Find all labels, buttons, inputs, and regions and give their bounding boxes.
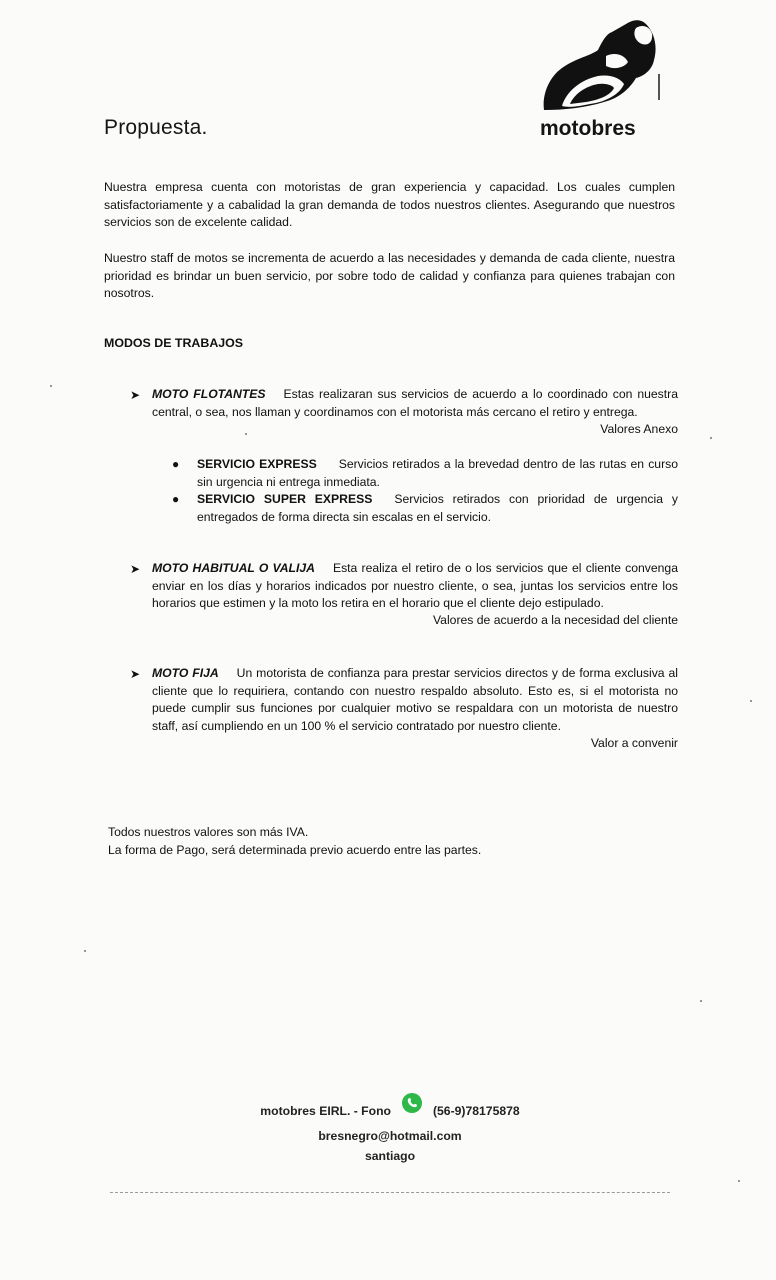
- service-description: Servicios retirados a la brevedad dentro de las rutas en curso sin urgencia ni entrega inmediata.: [197, 457, 678, 489]
- mode-price: Valor a convenir: [590, 736, 678, 750]
- arrow-bullet-icon: ➤: [130, 562, 141, 576]
- scan-speck: [738, 1180, 740, 1182]
- service-description: Servicios retirados con prioridad de urgencia y entregados de forma directa sin escalas en el servicio.: [197, 492, 678, 524]
- section-heading: MODOS DE TRABAJOS: [104, 336, 244, 350]
- scan-speck: [710, 437, 712, 439]
- contact-footer: [200, 1098, 580, 1166]
- bullet-icon: ●: [172, 457, 180, 471]
- scan-speck: [750, 700, 752, 702]
- phone-number: (56-9)78175878: [432, 1104, 520, 1119]
- scan-speck: [50, 385, 52, 387]
- city: santiago: [364, 1149, 416, 1163]
- mode-description: Un motorista de confianza para prestar servicios directos y de forma exclusiva al cliente que lo requiriera, contando con nuestro respaldo absoluto. Esto es, si el motorista no puede cumplir sus funciones por cualquier motivo se respaldara con un motorista de nuestro staff, así cumpliendo en un 100 % el servicio contratado por nuestro cliente.: [152, 666, 678, 733]
- notes-block: [108, 823, 481, 859]
- work-mode-item: [130, 560, 678, 627]
- company-name: motobres EIRL. - Fono: [260, 1104, 391, 1119]
- page-title: Propuesta.: [104, 116, 208, 139]
- bullet-icon: ●: [172, 492, 180, 506]
- mode-title: MOTO FIJA: [152, 666, 219, 680]
- brand-name: motobres: [540, 117, 636, 140]
- service-title: SERVICIO SUPER EXPRESS: [197, 492, 373, 506]
- mode-description: Estas realizaran sus servicios de acuerdo a lo coordinado con nuestra central, o sea, nos llaman y coordinamos con el motorista más cercano el retiro y entrega.: [152, 387, 678, 419]
- scan-speck: [700, 1000, 702, 1002]
- service-title: SERVICIO EXPRESS: [197, 457, 317, 471]
- scan-speck: [245, 433, 247, 435]
- work-mode-item: [130, 386, 678, 436]
- service-item: [172, 491, 678, 526]
- intro-paragraph: Nuestro staff de motos se incrementa de acuerdo a las necesidades y demanda de cada cliente, nuestra prioridad es brindar un buen servicio, por sobre todo de calidad y confianza para quienes trabajan con nosotros.: [104, 251, 675, 300]
- intro-paragraph: Nuestra empresa cuenta con motoristas de gran experiencia y capacidad. Los cuales cumplen satisfactoriamente y a cabalidad la gran demanda de todos nuestros clientes. Asegurando que nuestros servicios son de excelente calidad.: [104, 180, 675, 229]
- arrow-bullet-icon: ➤: [130, 667, 141, 681]
- mode-title: MOTO FLOTANTES: [152, 387, 266, 401]
- email-address: bresnegro@hotmail.com: [318, 1129, 462, 1143]
- payment-note: La forma de Pago, será determinada previo acuerdo entre las partes.: [108, 843, 482, 857]
- mode-title: MOTO HABITUAL O VALIJA: [152, 561, 315, 575]
- mode-price: Valores de acuerdo a la necesidad del cliente: [432, 613, 678, 627]
- vat-note: Todos nuestros valores son más IVA.: [108, 825, 309, 839]
- mode-description: Esta realiza el retiro de o los servicios que el cliente convenga enviar en los días y horarios indicados por nuestro cliente, o sea, juntas los servicios entre los horarios que estimen y la moto los retira en el horario que el cliente dejo estipulado.: [152, 561, 678, 610]
- scan-divider: [110, 1192, 670, 1193]
- work-mode-item: [130, 665, 678, 750]
- mode-price: Valores Anexo: [600, 422, 678, 436]
- arrow-bullet-icon: ➤: [130, 388, 141, 402]
- service-item: [172, 456, 678, 491]
- scan-speck: [84, 950, 86, 952]
- whatsapp-icon: [401, 1092, 423, 1120]
